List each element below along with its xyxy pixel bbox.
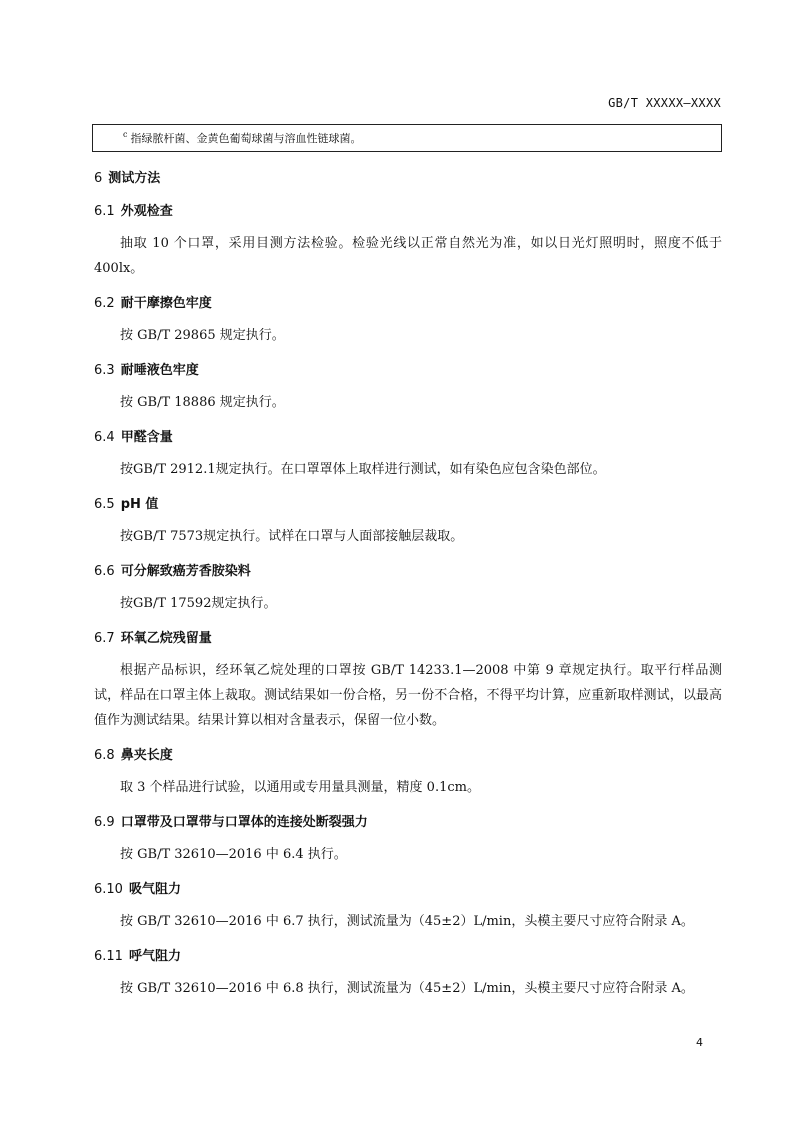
subsection-title: 耐唾液色牢度	[120, 363, 199, 378]
subsection-body: 按GB/T 2912.1规定执行。在口罩罩体上取样进行测试，如有染色应包含染色部位。	[120, 462, 606, 477]
subsection-heading	[94, 295, 722, 313]
subsection-title: 甲醛含量	[120, 430, 173, 445]
subsection-6-4	[94, 429, 722, 482]
subsection-6-5	[94, 496, 722, 549]
subsection-6-8	[94, 747, 722, 800]
subsection-6-7	[94, 630, 722, 733]
subsection-heading	[94, 203, 722, 221]
subsection-title: 口罩带及口罩带与口罩体的连接处断裂强力	[120, 815, 368, 830]
subsection-body: 按 GB/T 32610—2016 中 6.8 执行，测试流量为（45±2）L/min，头模主要尺寸应符合附录 A。	[120, 981, 694, 996]
subsection-6-3	[94, 362, 722, 415]
subsection-title: 耐干摩擦色牢度	[120, 296, 212, 311]
subsection-body: 按 GB/T 32610—2016 中 6.4 执行。	[120, 847, 347, 862]
subsection-title: 外观检查	[120, 204, 173, 219]
subsection-number: 6.7	[94, 631, 115, 646]
footnote-marker: c	[123, 130, 128, 139]
subsection-heading	[94, 881, 722, 899]
subsection-6-6	[94, 563, 722, 616]
subsection-6-11	[94, 948, 722, 1001]
subsection-6-2	[94, 295, 722, 348]
subsection-number: 6.5	[94, 497, 115, 512]
subsection-number: 6.10	[94, 882, 123, 897]
subsection-title: 鼻夹长度	[120, 748, 173, 763]
subsection-number: 6.4	[94, 430, 115, 445]
subsection-number: 6.11	[94, 949, 123, 964]
subsection-number: 6.3	[94, 363, 115, 378]
subsection-title: 可分解致癌芳香胺染料	[120, 564, 251, 579]
subsection-body: 取 3 个样品进行试验，以通用或专用量具测量，精度 0.1cm。	[120, 780, 480, 795]
subsection-6-1	[94, 203, 722, 281]
subsection-body: 抽取 10 个口罩，采用目测方法检验。检验光线以正常自然光为准，如以日光灯照明时，照度不低于 400lx。	[94, 236, 722, 276]
section-heading	[94, 170, 722, 188]
subsection-body: 按GB/T 7573规定执行。试样在口罩与人面部接触层裁取。	[120, 529, 464, 544]
subsection-title: pH 值	[120, 497, 159, 512]
subsection-heading	[94, 429, 722, 447]
subsection-body: 根据产品标识，经环氧乙烷处理的口罩按 GB/T 14233.1—2008 中第 9 章规定执行。取平行样品测试，样品在口罩主体上裁取。测试结果如一份合格，另一份不合格，不得平均计算，应重新取样测试，以最高值作为测试结果。结果计算以相对含量表示，保留一位小数。	[94, 663, 722, 728]
subsection-body: 按 GB/T 32610—2016 中 6.7 执行，测试流量为（45±2）L/min，头模主要尺寸应符合附录 A。	[120, 914, 694, 929]
table-footnote	[92, 124, 722, 152]
subsection-heading	[94, 814, 722, 832]
section-title: 测试方法	[108, 171, 161, 186]
subsection-body: 按 GB/T 29865 规定执行。	[120, 328, 285, 343]
document-body	[94, 170, 722, 1001]
subsection-title: 呼气阻力	[128, 949, 181, 964]
subsection-6-9	[94, 814, 722, 867]
subsection-heading	[94, 948, 722, 966]
subsection-title: 吸气阻力	[128, 882, 181, 897]
subsection-number: 6.2	[94, 296, 115, 311]
subsection-body: 按 GB/T 18886 规定执行。	[120, 395, 285, 410]
subsection-title: 环氧乙烷残留量	[120, 631, 212, 646]
subsection-6-10	[94, 881, 722, 934]
page-number: 4	[696, 1036, 703, 1049]
subsection-heading	[94, 362, 722, 380]
section-number: 6	[94, 171, 103, 186]
subsection-number: 6.9	[94, 815, 115, 830]
footnote-text: 指绿脓杆菌、金黄色葡萄球菌与溶血性链球菌。	[130, 132, 362, 145]
standard-code-header: GB/T XXXXX—XXXX	[608, 96, 721, 110]
subsection-heading	[94, 747, 722, 765]
subsection-body: 按GB/T 17592规定执行。	[120, 596, 277, 611]
subsection-heading	[94, 563, 722, 581]
subsection-heading	[94, 630, 722, 648]
subsection-number: 6.6	[94, 564, 115, 579]
subsection-number: 6.1	[94, 204, 115, 219]
subsection-heading	[94, 496, 722, 514]
subsection-number: 6.8	[94, 748, 115, 763]
